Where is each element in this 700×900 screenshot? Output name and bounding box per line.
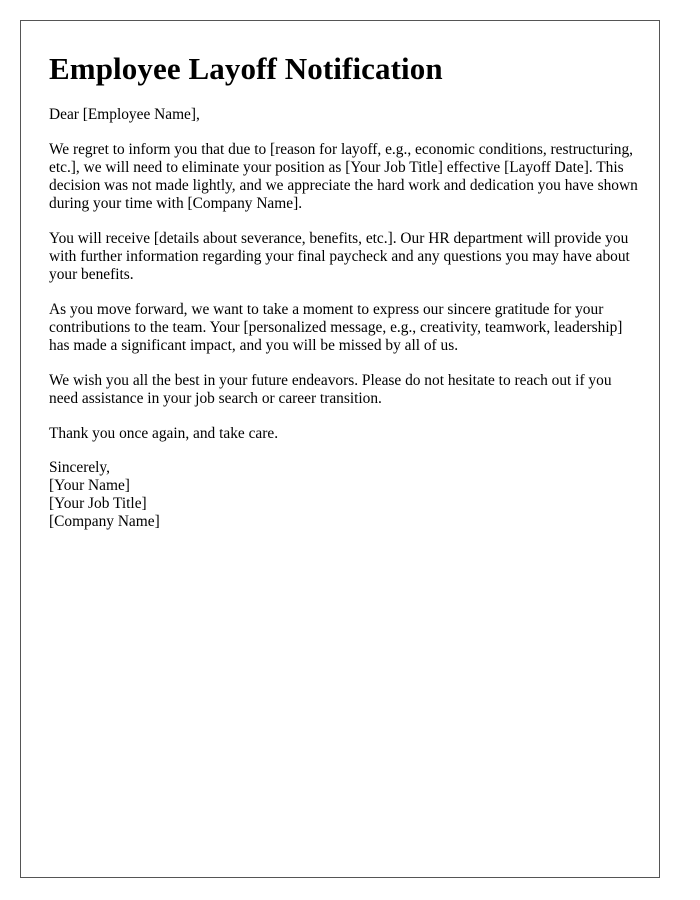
letter-content xyxy=(49,49,639,531)
salutation: Dear [Employee Name], xyxy=(49,106,200,123)
signer-name: [Your Name] xyxy=(49,477,130,494)
signature-block xyxy=(49,459,639,531)
signer-job-title: [Your Job Title] xyxy=(49,495,147,512)
letter-title: Employee Layoff Notification xyxy=(49,51,443,86)
paragraph-severance: You will receive [details about severance, benefits, etc.]. Our HR department will provide you with further information regarding your final paycheck and any questions you may have about your benefits. xyxy=(49,230,630,283)
valediction: Sincerely, xyxy=(49,459,110,476)
closing-line: Thank you once again, and take care. xyxy=(49,425,279,442)
paragraph-layoff-reason: We regret to inform you that due to [reason for layoff, e.g., economic conditions, restructuring, etc.], we will need to eliminate your position as [Your Job Title] effective [Layoff Date]. This decision was not made lightly, and we appreciate the hard work and dedication you have shown during your time with [Company Name]. xyxy=(49,141,638,212)
paragraph-gratitude: As you move forward, we want to take a moment to express our sincere gratitude for your contributions to the team. Your [personalized message, e.g., creativity, teamwork, leadership] has made a significant impact, and you will be missed by all of us. xyxy=(49,301,623,354)
paragraph-best-wishes: We wish you all the best in your future endeavors. Please do not hesitate to reach out if you need assistance in your job search or career transition. xyxy=(49,372,612,407)
letter-page xyxy=(20,20,660,878)
signer-company: [Company Name] xyxy=(49,513,160,530)
